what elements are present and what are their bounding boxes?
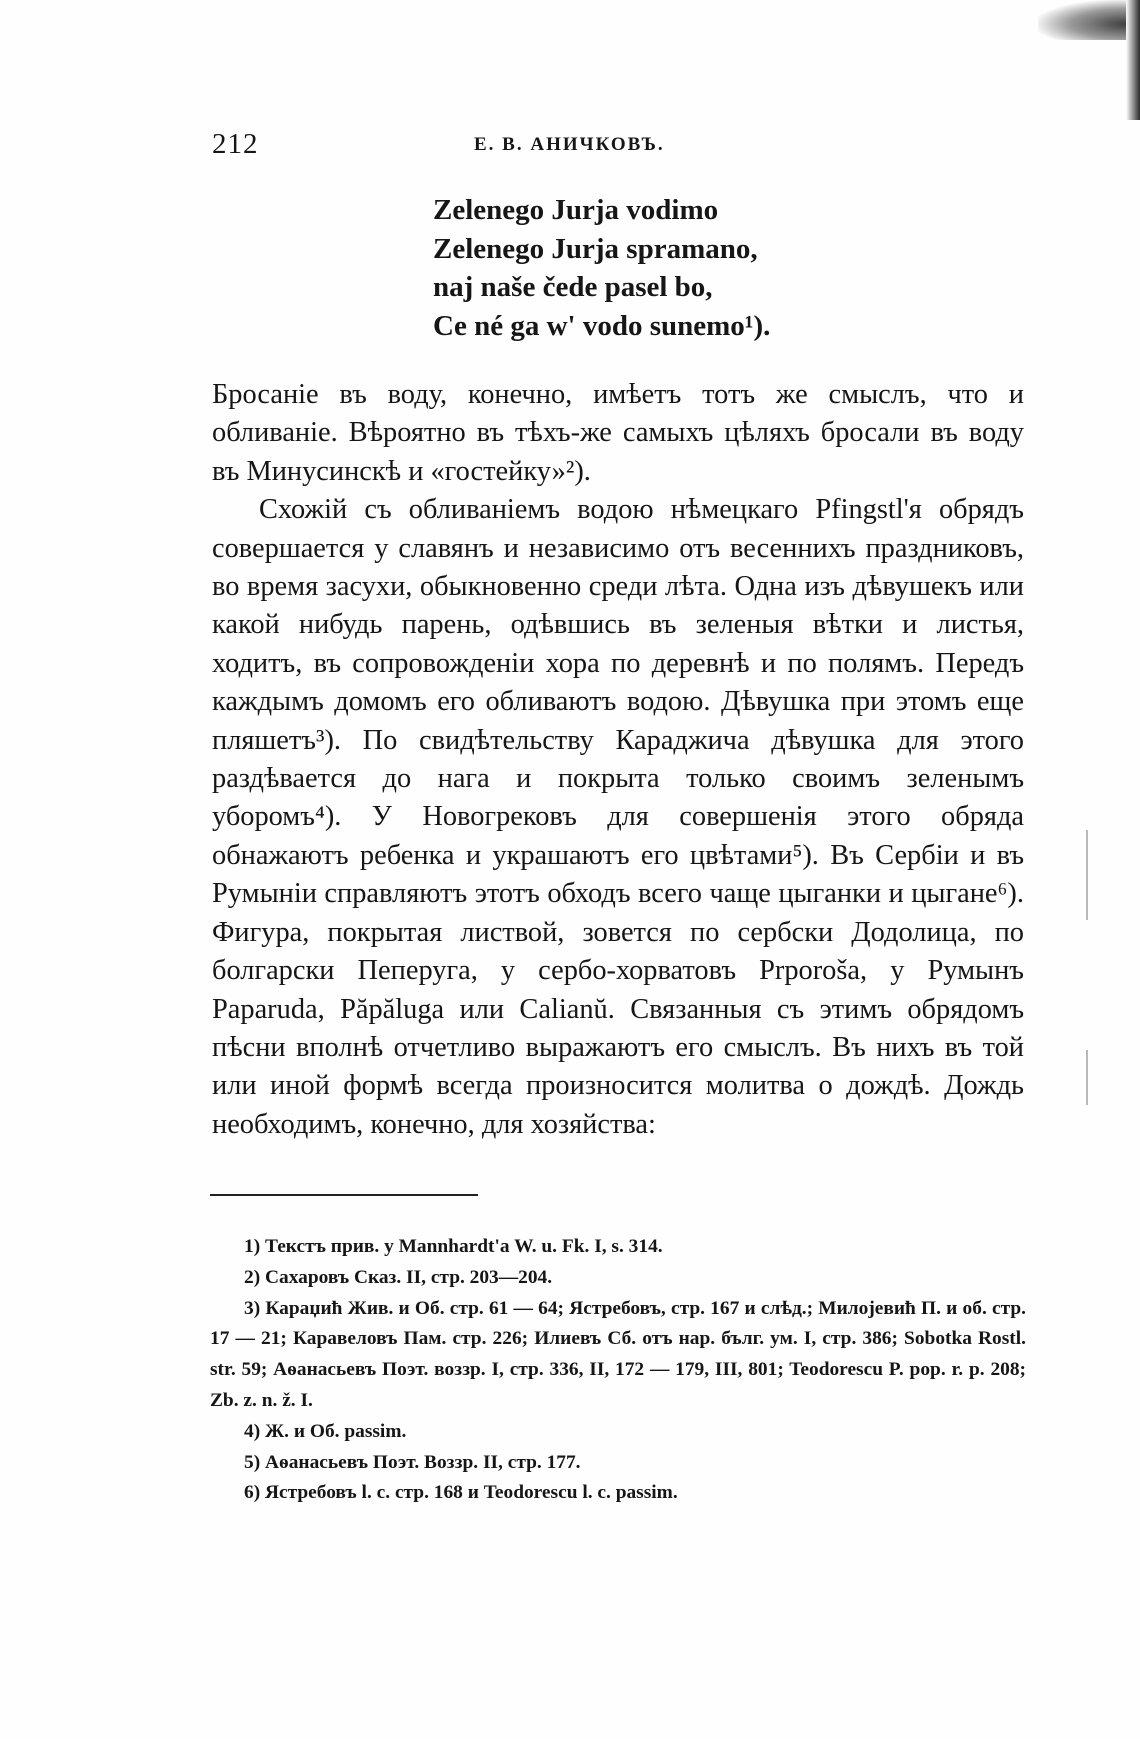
page-edge-mark [1086, 830, 1088, 920]
scan-edge [1126, 0, 1140, 120]
footnote: 5) Аѳанасьевъ Поэт. Воззр. II, стр. 177. [244, 1451, 581, 1473]
verse-line: Zelenego Jurja vodimo [433, 194, 719, 226]
scan-shadow [1038, 0, 1128, 40]
paragraph: Бросаніе въ воду, конечно, имѣетъ тотъ же смыслъ, что и обливаніе. Вѣроятно въ тѣхъ-же самыхъ цѣляхъ бросали въ воду въ Минусинскѣ и «гостейку»²). [212, 379, 1024, 487]
footnote: 6) Ястребовъ l. c. стр. 168 и Teodorescu l. c. passim. [244, 1482, 678, 1504]
footnote-divider [210, 1194, 478, 1196]
main-text [212, 376, 1024, 1144]
footnote: 3) Караџић Жив. и Об. стр. 61 — 64; Ястребовъ, стр. 167 и слѣд.; Милојевић П. и об. стр. 17 — 21; Каравеловъ Пам. стр. 226; Илиевъ Сб. отъ нар. бълг. ум. I, стр. 386; Sobotka Rostl. str. 59; Аѳанасьевъ Поэт. воззр. I, стр. 336, II, 172 — 179, III, 801; Teodorescu P. pop. r. p. 208; Zb. z. n. ž. I. [210, 1297, 1026, 1411]
verse-line: Ce né ga w' vodo sunemo¹). [433, 309, 771, 342]
footnote: 2) Сахаровъ Сказ. II, стр. 203—204. [244, 1266, 553, 1288]
verse-line: naj naše čede pasel bo, [433, 271, 713, 303]
verse-quote [433, 191, 770, 345]
footnote: 4) Ж. и Об. passim. [244, 1420, 407, 1442]
page-number: 212 [212, 128, 259, 160]
paragraph: Схожій съ обливаніемъ водою нѣмецкаго Pfingstl'я обрядъ совершается у славянъ и независимо отъ весеннихъ праздниковъ, во время засухи, обыкновенно среди лѣта. Одна изъ дѣвушекъ или какой нибудь парень, одѣвшись въ зеленыя вѣтки и листья, ходитъ, въ сопровожденіи хора по деревнѣ и по полямъ. Передъ каждымъ домомъ его обливаютъ водою. Дѣвушка при этомъ еще пляшетъ³). По свидѣтельству Караджича дѣвушка для этого раздѣвается до нага и покрыта только своимъ зеленымъ уборомъ⁴). У Новогрековъ для совершенія этого обряда обнажаютъ ребенка и украшаютъ его цвѣтами⁵). Въ Сербіи и въ Румыніи справляютъ этотъ обходъ всего чаще цыганки и цыгане⁶). Фигура, покрытая листвой, зовется по сербски Додолица, по болгарски Пеперуга, у сербо-хорватовъ Prporoša, у Румынъ Paparuda, Păpăluga или Calianŭ. Связанныя съ этимъ обрядомъ пѣсни вполнѣ отчетливо выражаютъ его смыслъ. Въ нихъ въ той или иной формѣ всегда произносится молитва о дождѣ. Дождь необходимъ, конечно, для хозяйства: [212, 494, 1024, 1140]
footnotes [210, 1232, 1026, 1509]
footnote: 1) Текстъ прив. у Mannhardt'a W. u. Fk. I, s. 314. [244, 1236, 663, 1257]
verse-line: Zelenego Jurja spramano, [433, 232, 758, 265]
page-edge-mark [1086, 1050, 1088, 1105]
page-header [212, 128, 1032, 168]
running-head: Е. В. АНИЧКОВЪ. [474, 134, 665, 155]
